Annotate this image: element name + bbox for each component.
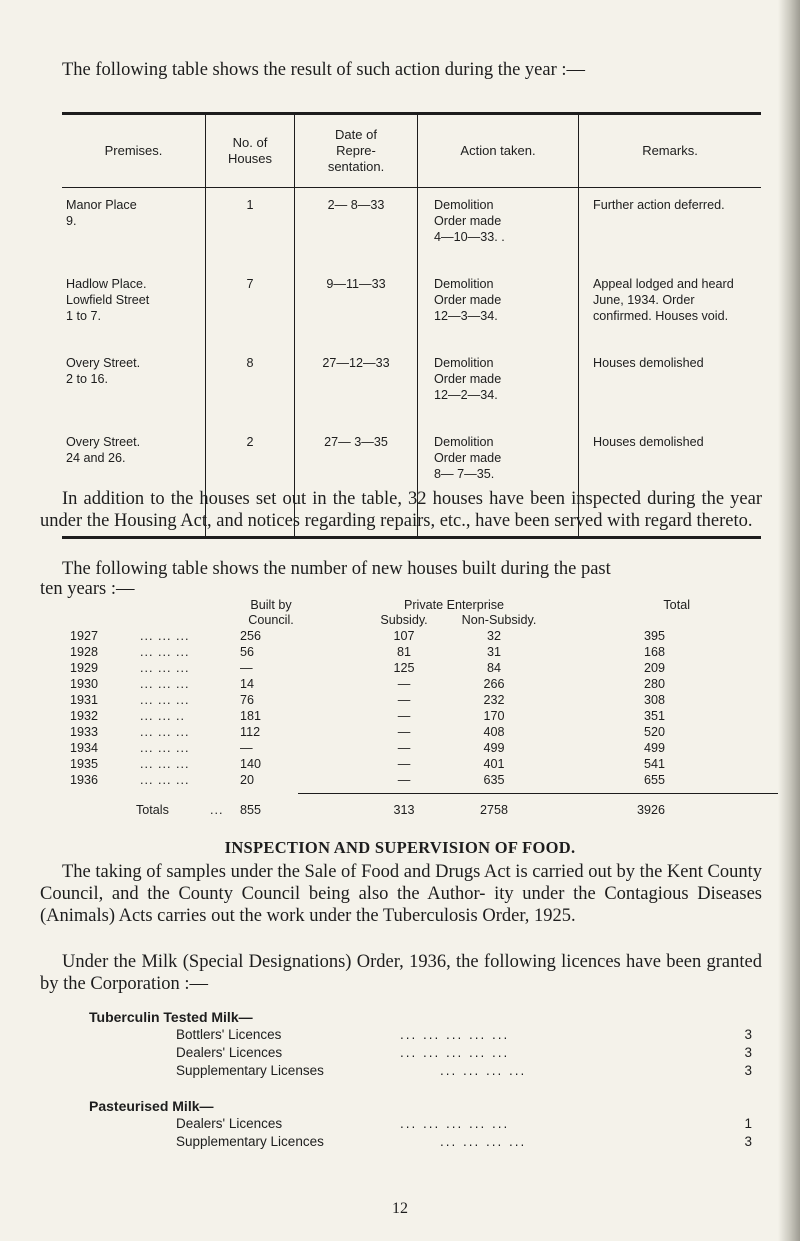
total-value: 209	[643, 661, 665, 675]
table-row	[70, 645, 760, 661]
council-value: 112	[240, 725, 261, 739]
cell-line: 12—2—34.	[434, 388, 498, 402]
cell-line: 12—3—34.	[434, 309, 498, 323]
table-row	[70, 693, 760, 709]
totals-label: Totals	[136, 803, 169, 817]
non-subsidy-value: 499	[483, 741, 505, 755]
cell-line: Demolition	[434, 198, 494, 212]
cell-premises	[62, 346, 206, 425]
cell-line: Houses demolished	[593, 356, 704, 370]
cell-line: 9.	[66, 214, 77, 228]
header-line: sentation.	[327, 159, 385, 174]
cell-houses: 2	[206, 425, 295, 538]
council-value: —	[240, 741, 253, 755]
header-no-houses	[206, 114, 295, 188]
header-line: Council.	[248, 613, 294, 627]
subsidy-value: —	[397, 677, 411, 691]
intro-text: The following table shows the result of such action during the year :—	[62, 60, 586, 80]
header-private-enterprise: Private Enterprise	[403, 598, 505, 612]
paragraph-inspected: In addition to the houses set out in the table, 32 houses have been inspected during the year under the Housing Act, and notices regarding repairs, etc., have been served with regard thereto.	[40, 489, 762, 531]
council-value: 256	[240, 629, 262, 643]
header-total: Total	[663, 598, 690, 612]
table-row	[62, 346, 761, 425]
year: 1934	[70, 741, 99, 755]
cell-line: Demolition	[434, 277, 494, 291]
subsidy-value: 125	[393, 661, 415, 675]
header-line: Built by	[250, 598, 292, 612]
header-subsidy: Subsidy.	[380, 613, 428, 627]
cell-line: confirmed. Houses void.	[593, 309, 729, 323]
subsidy-value: —	[397, 693, 411, 707]
cell-line: Lowfield Street	[66, 293, 150, 307]
paragraph-new-houses: The following table shows the number of new houses built during the past	[62, 559, 611, 579]
total-value: 395	[643, 629, 665, 643]
table-row	[70, 757, 760, 773]
header-line: Date of	[335, 127, 377, 142]
group-title-pasteurised: Pasteurised Milk—	[89, 1098, 214, 1114]
cell-houses: 1	[206, 188, 295, 268]
licence-label: Supplementary Licenses	[176, 1063, 324, 1078]
totals-row	[70, 803, 760, 819]
header-built-by	[216, 598, 326, 628]
table-row	[70, 773, 760, 789]
leader-dots: ... ... ... ... ...	[400, 1027, 510, 1042]
leader-dots: ... ... ...	[140, 693, 190, 707]
table-row	[70, 741, 760, 757]
cell-date: 2— 8—33	[295, 188, 418, 268]
leader-dots: ... ... ... ...	[440, 1063, 527, 1078]
year: 1930	[70, 677, 99, 691]
council-value: 20	[240, 773, 255, 787]
year: 1932	[70, 709, 99, 723]
subsidy-value: —	[397, 757, 411, 771]
council-total: 855	[240, 803, 262, 817]
non-subsidy-value: 401	[483, 757, 505, 771]
cell-line: Appeal lodged and heard	[593, 277, 734, 291]
non-subsidy-value: 170	[483, 709, 505, 723]
cell-line: Further action deferred.	[593, 198, 725, 212]
total-value: 280	[643, 677, 665, 691]
cell-premises	[62, 267, 206, 346]
licence-count: 3	[744, 1045, 752, 1060]
table-row	[70, 709, 760, 725]
cell-line: 24 and 26.	[66, 451, 126, 465]
leader-dots: ... ... ..	[140, 709, 185, 723]
subsidy-value: —	[397, 773, 411, 787]
leader-dots: ... ... ... ... ...	[400, 1045, 510, 1060]
council-value: 56	[240, 645, 255, 659]
cell-remarks	[579, 188, 762, 268]
licence-label: Dealers' Licences	[176, 1116, 283, 1131]
licence-label: Dealers' Licences	[176, 1045, 283, 1060]
table-row	[62, 267, 761, 346]
header-line: Houses	[227, 151, 273, 166]
cell-line: Houses demolished	[593, 435, 704, 449]
cell-premises	[62, 188, 206, 268]
table-row	[70, 677, 760, 693]
header-date	[295, 114, 418, 188]
year: 1936	[70, 773, 99, 787]
header-line: No. of	[232, 135, 268, 150]
header-action: Action taken.	[418, 114, 579, 188]
leader-dots: ... ... ...	[140, 629, 190, 643]
cell-remarks	[579, 346, 762, 425]
year: 1935	[70, 757, 99, 771]
leader-dots: ... ... ...	[140, 773, 190, 787]
total-value: 520	[643, 725, 665, 739]
year: 1927	[70, 629, 99, 643]
cell-line: Demolition	[434, 356, 494, 370]
cell-remarks	[579, 267, 762, 346]
non-subsidy-value: 31	[486, 645, 501, 659]
leader-dots: ...	[210, 803, 224, 817]
group-title-tuberculin: Tuberculin Tested Milk—	[89, 1009, 253, 1025]
cell-line: Hadlow Place.	[66, 277, 147, 291]
non-subsidy-value: 232	[483, 693, 505, 707]
header-premises: Premises.	[62, 114, 206, 188]
cell-action	[418, 346, 579, 425]
council-value: —	[240, 661, 253, 675]
non-subsidy-value: 32	[486, 629, 501, 643]
subsidy-value: 107	[393, 629, 415, 643]
cell-line: Order made	[434, 214, 502, 228]
leader-dots: ... ... ... ...	[440, 1134, 527, 1149]
subsidy-value: —	[397, 725, 411, 739]
licence-label: Bottlers' Licences	[176, 1027, 282, 1042]
table-row	[62, 188, 761, 268]
page-edge-shadow	[778, 0, 800, 1241]
action-table-header	[62, 114, 761, 188]
leader-dots: ... ... ... ... ...	[400, 1116, 510, 1131]
total-value: 308	[643, 693, 665, 707]
subsidy-value: 81	[396, 645, 411, 659]
ten-years-label: ten years :—	[40, 579, 135, 599]
cell-houses: 7	[206, 267, 295, 346]
cell-line: 2 to 16.	[66, 372, 109, 386]
total-value: 168	[643, 645, 665, 659]
paragraph-food-samples: The taking of samples under the Sale of Food and Drugs Act is carried out by the Kent County Council, and the County Council being also the Author- ity under the Contagious Diseases (Animals) Acts carries out the work under the Tuberculosis Order, 1925.	[40, 862, 762, 926]
council-value: 181	[240, 709, 262, 723]
non-subsidy-value: 266	[483, 677, 505, 691]
licence-count: 3	[744, 1134, 752, 1149]
section-heading-food: INSPECTION AND SUPERVISION OF FOOD.	[224, 838, 576, 857]
leader-dots: ... ... ...	[140, 645, 190, 659]
subsidy-value: —	[397, 741, 411, 755]
cell-action	[418, 188, 579, 268]
cell-line: 4—10—33. .	[434, 230, 505, 244]
cell-houses: 8	[206, 346, 295, 425]
licence-count: 1	[744, 1116, 752, 1131]
leader-dots: ... ... ...	[140, 757, 190, 771]
leader-dots: ... ... ...	[140, 677, 190, 691]
header-line: Repre-	[336, 143, 376, 158]
cell-date: 27—12—33	[295, 346, 418, 425]
page-number: 12	[392, 1200, 408, 1217]
council-value: 140	[240, 757, 262, 771]
cell-line: Overy Street.	[66, 435, 141, 449]
total-value: 351	[643, 709, 665, 723]
non-subsidy-value: 408	[483, 725, 505, 739]
subsidy-value: —	[397, 709, 411, 723]
cell-date: 9—11—33	[295, 267, 418, 346]
subsidy-total: 313	[393, 803, 415, 817]
cell-line: Manor Place	[66, 198, 137, 212]
cell-line: June, 1934. Order	[593, 293, 695, 307]
year: 1929	[70, 661, 99, 675]
header-non-subsidy: Non-Subsidy.	[461, 613, 537, 627]
totals-rule	[298, 793, 778, 794]
year: 1928	[70, 645, 99, 659]
licence-count: 3	[744, 1063, 752, 1078]
cell-line: Demolition	[434, 435, 494, 449]
licence-label: Supplementary Licences	[176, 1134, 324, 1149]
cell-line: Order made	[434, 372, 502, 386]
header-remarks: Remarks.	[579, 114, 762, 188]
leader-dots: ... ... ...	[140, 725, 190, 739]
licence-count: 3	[744, 1027, 752, 1042]
cell-line: Order made	[434, 451, 502, 465]
action-table	[62, 112, 761, 539]
non-subsidy-value: 635	[483, 773, 505, 787]
council-value: 14	[240, 677, 255, 691]
non-subsidy-value: 84	[486, 661, 501, 675]
table-row	[70, 629, 760, 645]
grand-total: 3926	[636, 803, 665, 817]
council-value: 76	[240, 693, 255, 707]
cell-line: 8— 7—35.	[434, 467, 495, 481]
year: 1933	[70, 725, 99, 739]
total-value: 541	[643, 757, 665, 771]
total-value: 499	[643, 741, 665, 755]
non-subsidy-total: 2758	[479, 803, 509, 817]
year: 1931	[70, 693, 99, 707]
paragraph-milk-licences: Under the Milk (Special Designations) Order, 1936, the following licences have been granted by the Corporation :—	[40, 952, 762, 994]
table-row	[70, 661, 760, 677]
cell-line: Order made	[434, 293, 502, 307]
leader-dots: ... ... ...	[140, 661, 190, 675]
leader-dots: ... ... ...	[140, 741, 190, 755]
cell-line: 1 to 7.	[66, 309, 102, 323]
cell-date: 27— 3—35	[295, 425, 418, 538]
cell-action	[418, 267, 579, 346]
table-row	[70, 725, 760, 741]
cell-line: Overy Street.	[66, 356, 141, 370]
total-value: 655	[643, 773, 665, 787]
